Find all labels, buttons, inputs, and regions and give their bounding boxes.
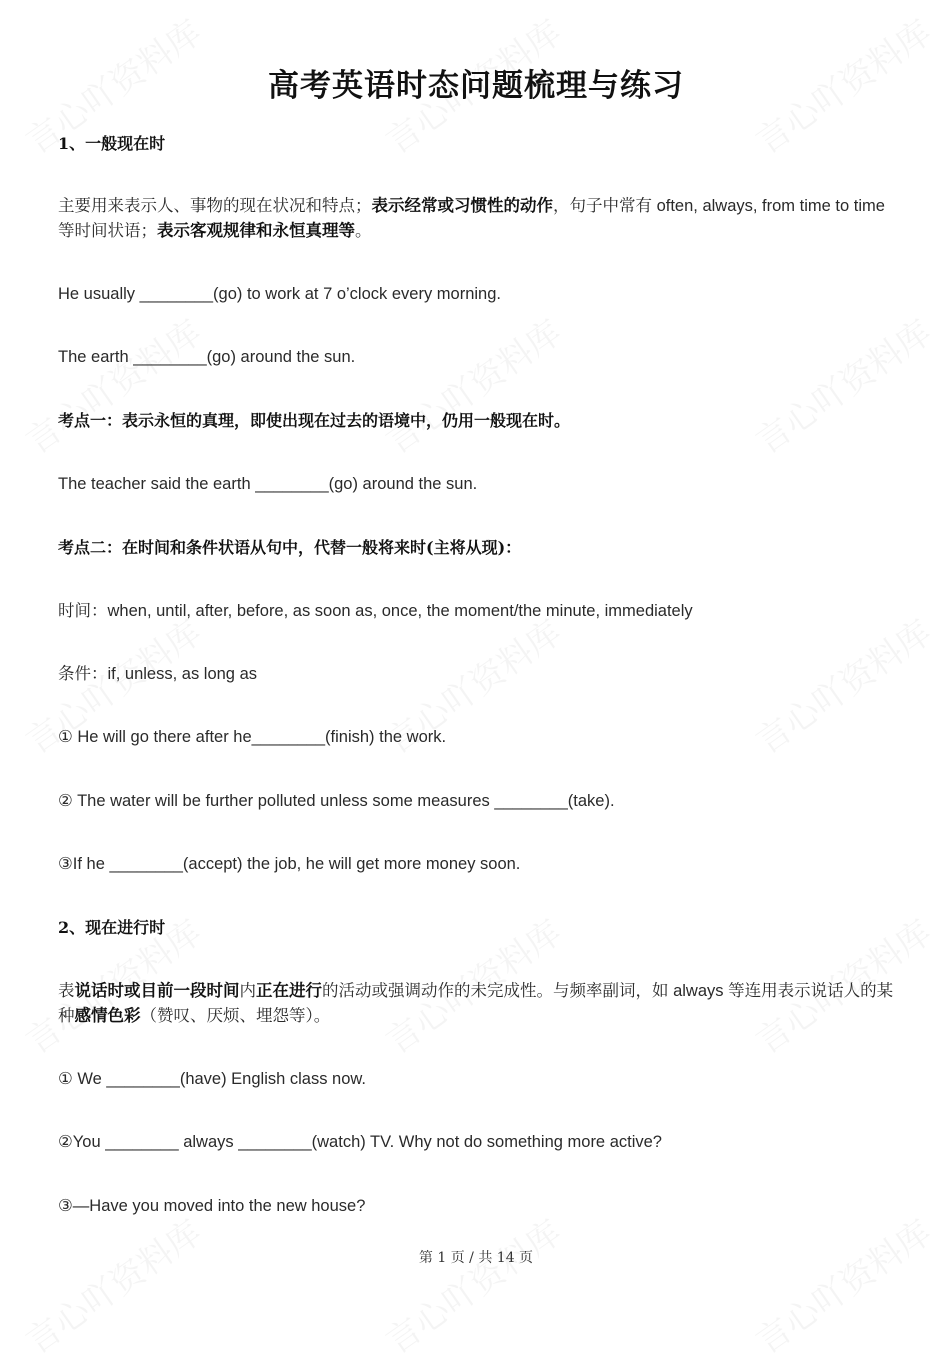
watermark [14, 306, 209, 463]
paragraph [58, 472, 898, 497]
paragraph [58, 1130, 898, 1155]
text-run: 表 [58, 982, 75, 1000]
paragraph [58, 1067, 898, 1092]
bold-text: 感情色彩 [74, 1007, 141, 1025]
text-run: ② The water will be further polluted unless some measures ________(take). [58, 792, 615, 810]
paragraph [58, 1194, 898, 1219]
bold-text: 表示客观规律和永恒真理等 [157, 222, 355, 240]
text-run: （赞叹、厌烦、埋怨等）。 [140, 1007, 331, 1025]
text-run: 时间：when, until, after, before, as soon as, once, the moment/the minute, immediately [58, 602, 693, 620]
bold-text: 正在进行 [256, 982, 322, 1000]
text-run: 内 [239, 982, 256, 1000]
section-heading [58, 408, 898, 433]
page-footer: 第 1 页 / 共 14 页 [418, 1250, 534, 1266]
text-run: ③If he ________(accept) the job, he will get more money soon. [58, 855, 521, 873]
text-run: 主要用来表示人、事物的现在状况和特点； [58, 197, 372, 215]
paragraph [58, 789, 898, 814]
text-run: ，句子中常有 often, always, from time to time 等时间状语； [58, 197, 885, 240]
bold-text: 表示经常或习惯性的动作 [371, 197, 553, 215]
text-run: The earth ________(go) around the sun. [58, 348, 356, 366]
watermark [374, 1206, 569, 1363]
paragraph [58, 725, 898, 750]
bold-text: 表示永恒的真理，即使出现在过去的语境中，仍用一般现在时。 [122, 411, 571, 430]
watermark [14, 1206, 209, 1363]
paragraph [58, 979, 898, 1029]
text-run: 。 [355, 222, 372, 240]
watermark [744, 1206, 939, 1363]
paragraph [58, 662, 898, 687]
text-run: ① We ________(have) English class now. [58, 1070, 366, 1088]
text-run: 的活动或强调动作的未完成性。与频率副词，如 always 等连用表示说话人的某种 [58, 982, 894, 1025]
paragraph [58, 852, 898, 877]
text-run: 考点二： [58, 538, 123, 557]
text-run: 考点一： [58, 411, 123, 430]
watermark [744, 306, 939, 463]
text-run: ③—Have you moved into the new house? [58, 1197, 366, 1215]
page-title: 高考英语时态问题梳理与练习 [268, 68, 684, 104]
paragraph [58, 599, 898, 624]
section-heading [58, 915, 898, 940]
text-run: He usually ________(go) to work at 7 o’clock every morning. [58, 285, 501, 303]
bold-text: 1、一般现在时 [58, 134, 166, 153]
bold-text: 在时间和条件状语从句中，代替一般将来时(主将从现)： [122, 538, 522, 557]
bold-text: 说话时或目前一段时间 [74, 982, 240, 1000]
paragraph [58, 194, 898, 244]
text-run: ②You ________ always ________(watch) TV. Why not do something more active? [58, 1133, 662, 1151]
watermark [374, 306, 569, 463]
bold-text: 2、现在进行时 [58, 918, 166, 937]
section-heading [58, 535, 898, 560]
section-heading [58, 131, 898, 156]
paragraph [58, 282, 898, 307]
paragraph [58, 345, 898, 370]
text-run: The teacher said the earth ________(go) around the sun. [58, 475, 478, 493]
text-run: 条件：if, unless, as long as [58, 665, 257, 683]
text-run: ① He will go there after he________(finish) the work. [58, 728, 447, 746]
